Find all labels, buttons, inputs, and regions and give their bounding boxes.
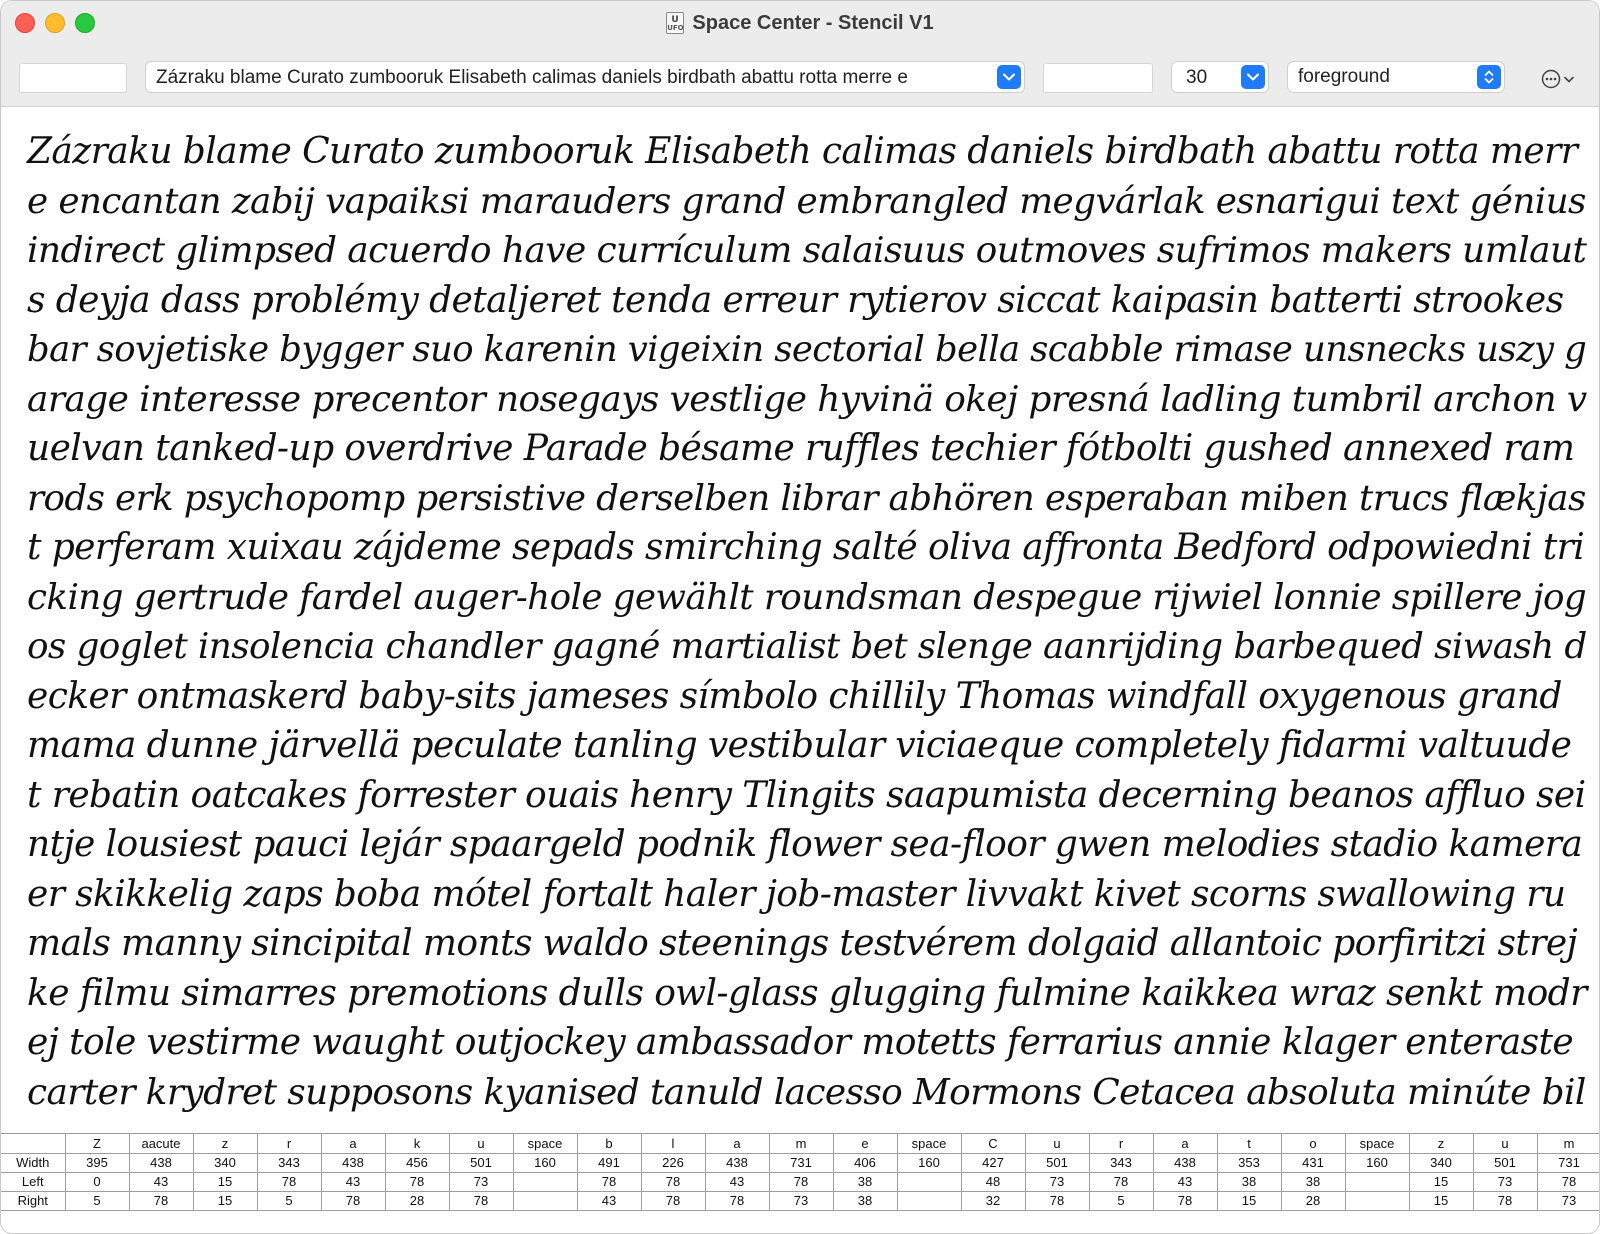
width-value-cell[interactable]: 353 bbox=[1217, 1153, 1281, 1172]
toolbar bbox=[1, 45, 1599, 107]
glyph-name-cell[interactable]: a bbox=[321, 1134, 385, 1153]
width-value-cell[interactable]: 343 bbox=[257, 1153, 321, 1172]
ufo-icon-glyph: U bbox=[671, 15, 679, 25]
layer-select-stepper[interactable] bbox=[1477, 65, 1501, 89]
window-title: Space Center - Stencil V1 bbox=[692, 11, 934, 34]
width-value-cell[interactable]: 160 bbox=[513, 1153, 577, 1172]
preview-line: bar sovjetiske bygger suo karenin vigeixin sectorial bella scabble rimase unsnecks uszy g bbox=[27, 329, 1587, 370]
left-margin-cell[interactable]: 78 bbox=[385, 1172, 449, 1191]
left-margin-cell[interactable]: 73 bbox=[1473, 1172, 1537, 1191]
more-options-button[interactable] bbox=[1541, 65, 1591, 93]
preview-line: ej tole vestirme waught outjockey ambassador motetts ferrarius annie klager enteraste bbox=[27, 1022, 1574, 1063]
right-margin-cell[interactable]: 78 bbox=[449, 1191, 513, 1210]
right-margin-cell[interactable]: 32 bbox=[961, 1191, 1025, 1210]
right-margin-cell[interactable]: 15 bbox=[1217, 1191, 1281, 1210]
close-window-button[interactable] bbox=[15, 13, 35, 33]
right-margin-cell[interactable]: 43 bbox=[577, 1191, 641, 1210]
preview-line: mals manny sincipital monts waldo steenings testvérem dolgaid allantoic porfiritzi strej bbox=[27, 923, 1578, 964]
right-margin-cell[interactable] bbox=[513, 1191, 577, 1210]
glyph-name-cell[interactable]: aacute bbox=[129, 1134, 193, 1153]
width-value-cell[interactable]: 395 bbox=[65, 1153, 129, 1172]
preview-line: uelvan tanked-up overdrive Parade bésame ruffles techier fótbolti gushed annexed ram bbox=[27, 428, 1575, 469]
preview-line: ke filmu simarres premotions dulls owl-glass glugging fulmine kaikkea wraz senkt modr bbox=[27, 973, 1587, 1014]
glyph-name-cell[interactable]: m bbox=[769, 1134, 833, 1153]
point-size-combobox[interactable] bbox=[1171, 61, 1269, 93]
glyph-name-cell[interactable]: u bbox=[449, 1134, 513, 1153]
width-row bbox=[1, 1153, 1600, 1172]
width-value-cell[interactable]: 731 bbox=[1537, 1153, 1600, 1172]
point-size-dropdown-button[interactable] bbox=[1241, 65, 1265, 89]
zoom-window-button[interactable] bbox=[75, 13, 95, 33]
right-margin-cell[interactable]: 73 bbox=[1537, 1191, 1600, 1210]
left-margin-row bbox=[1, 1172, 1600, 1191]
width-value-cell[interactable]: 406 bbox=[833, 1153, 897, 1172]
preview-line: arage interesse precentor nosegays vestlige hyvinä okej presná ladling tumbril archon v bbox=[27, 379, 1587, 420]
row-label: Left bbox=[1, 1172, 65, 1191]
glyph-name-cell[interactable]: a bbox=[1153, 1134, 1217, 1153]
right-margin-cell[interactable]: 38 bbox=[833, 1191, 897, 1210]
chevron-down-icon bbox=[1564, 76, 1574, 83]
preview-line: t perferam xuixau zájdeme sepads smirching salté oliva affronta Bedford odpowiedni tri bbox=[27, 527, 1585, 568]
left-margin-cell[interactable] bbox=[897, 1172, 961, 1191]
left-margin-cell[interactable]: 15 bbox=[1409, 1172, 1473, 1191]
point-size-value: 30 bbox=[1186, 67, 1208, 88]
width-value-cell[interactable]: 431 bbox=[1281, 1153, 1345, 1172]
width-value-cell[interactable]: 491 bbox=[577, 1153, 641, 1172]
preview-line: Zázraku blame Curato zumbooruk Elisabeth calimas daniels birdbath abattu rotta merr bbox=[27, 131, 1578, 172]
left-margin-cell[interactable]: 78 bbox=[641, 1172, 705, 1191]
glyph-name-cell[interactable]: Z bbox=[65, 1134, 129, 1153]
glyph-name-cell[interactable]: b bbox=[577, 1134, 641, 1153]
ellipsis-circle-icon bbox=[1541, 69, 1561, 89]
preview-line: er skikkelig zaps boba mótel fortalt haler job-master livvakt kivet scorns swallowing ru bbox=[27, 874, 1566, 915]
glyph-name-cell[interactable]: l bbox=[641, 1134, 705, 1153]
ufo-document-icon bbox=[666, 12, 684, 34]
row-label: Width bbox=[1, 1153, 65, 1172]
title-bar[interactable] bbox=[1, 1, 1599, 45]
glyph-preview-canvas[interactable] bbox=[1, 107, 1599, 1133]
glyph-name-row bbox=[1, 1134, 1600, 1153]
glyph-name-cell[interactable]: r bbox=[1089, 1134, 1153, 1153]
glyph-name-cell[interactable]: a bbox=[705, 1134, 769, 1153]
right-margin-cell[interactable] bbox=[897, 1191, 961, 1210]
glyph-name-cell[interactable]: space bbox=[1345, 1134, 1409, 1153]
up-down-chevron-icon bbox=[1484, 69, 1494, 85]
width-value-cell[interactable]: 160 bbox=[897, 1153, 961, 1172]
left-margin-cell[interactable]: 43 bbox=[705, 1172, 769, 1191]
preview-line: t rebatin oatcakes forrester ouais henry Tlingits saapumista decerning beanos affluo sei bbox=[27, 775, 1586, 816]
right-margin-cell[interactable]: 78 bbox=[1025, 1191, 1089, 1210]
ufo-icon-label: UFO bbox=[667, 24, 684, 32]
left-margin-cell[interactable]: 38 bbox=[1217, 1172, 1281, 1191]
glyph-name-cell[interactable]: k bbox=[385, 1134, 449, 1153]
width-value-cell[interactable]: 731 bbox=[769, 1153, 833, 1172]
left-margin-cell[interactable]: 78 bbox=[577, 1172, 641, 1191]
chevron-down-icon bbox=[1247, 73, 1259, 81]
preview-line: mama dunne järvellä peculate tanling vestibular viciaeque completely fidarmi valtuude bbox=[27, 725, 1572, 766]
width-value-cell[interactable]: 438 bbox=[321, 1153, 385, 1172]
right-margin-cell[interactable]: 78 bbox=[1153, 1191, 1217, 1210]
glyph-name-cell[interactable]: z bbox=[1409, 1134, 1473, 1153]
left-margin-cell[interactable]: 78 bbox=[769, 1172, 833, 1191]
title-group bbox=[666, 12, 933, 35]
width-value-cell[interactable]: 340 bbox=[1409, 1153, 1473, 1172]
left-margin-cell[interactable]: 43 bbox=[1153, 1172, 1217, 1191]
right-margin-cell[interactable]: 73 bbox=[769, 1191, 833, 1210]
minimize-window-button[interactable] bbox=[45, 13, 65, 33]
layer-select[interactable] bbox=[1287, 61, 1505, 93]
preview-line: os goglet insolencia chandler gagné martialist bet slenge aanrijding barbequed siwash d bbox=[27, 626, 1587, 667]
preview-line: s deyja dass problémy detaljeret tenda erreur rytierov siccat kaipasin batterti strookes bbox=[27, 280, 1564, 321]
glyph-name-cell[interactable]: space bbox=[513, 1134, 577, 1153]
width-value-cell[interactable]: 438 bbox=[1153, 1153, 1217, 1172]
width-value-cell[interactable]: 160 bbox=[1345, 1153, 1409, 1172]
glyph-name-cell[interactable]: o bbox=[1281, 1134, 1345, 1153]
preview-line: rods erk psychopomp persistive derselben librar abhören esperaban miben trucs flækjas bbox=[27, 478, 1586, 519]
left-margin-cell[interactable]: 73 bbox=[449, 1172, 513, 1191]
glyph-name-input[interactable] bbox=[19, 63, 127, 93]
right-margin-row bbox=[1, 1191, 1600, 1210]
right-margin-cell[interactable] bbox=[1345, 1191, 1409, 1210]
width-value-cell[interactable]: 501 bbox=[1473, 1153, 1537, 1172]
width-value-cell[interactable]: 501 bbox=[1025, 1153, 1089, 1172]
right-margin-cell[interactable]: 5 bbox=[257, 1191, 321, 1210]
glyph-name-cell[interactable]: C bbox=[961, 1134, 1025, 1153]
pre-after-input[interactable] bbox=[1043, 63, 1153, 93]
glyph-name-cell[interactable]: t bbox=[1217, 1134, 1281, 1153]
layer-select-value: foreground bbox=[1298, 66, 1390, 87]
preview-line: cking gertrude fardel auger-hole gewählt roundsman despegue rijwiel lonnie spillere jog bbox=[27, 577, 1587, 618]
right-margin-cell[interactable]: 15 bbox=[193, 1191, 257, 1210]
left-margin-cell[interactable]: 78 bbox=[1089, 1172, 1153, 1191]
glyph-name-cell[interactable]: r bbox=[257, 1134, 321, 1153]
right-margin-cell[interactable]: 5 bbox=[65, 1191, 129, 1210]
glyph-name-cell[interactable]: e bbox=[833, 1134, 897, 1153]
width-value-cell[interactable]: 427 bbox=[961, 1153, 1025, 1172]
left-margin-cell[interactable]: 78 bbox=[1537, 1172, 1600, 1191]
right-margin-cell[interactable]: 78 bbox=[705, 1191, 769, 1210]
preview-line: carter krydret supposons kyanised tanuld lacesso Mormons Cetacea absoluta minúte bil bbox=[27, 1072, 1586, 1113]
preview-line: ecker ontmaskerd baby-sits jameses símbolo chillily Thomas windfall oxygenous grand bbox=[27, 676, 1562, 717]
preview-line: ntje lousiest pauci lejár spaargeld podnik flower sea-floor gwen melodies stadio kamera bbox=[27, 824, 1583, 865]
width-value-cell[interactable]: 340 bbox=[193, 1153, 257, 1172]
left-margin-cell[interactable]: 38 bbox=[833, 1172, 897, 1191]
right-margin-cell[interactable]: 28 bbox=[385, 1191, 449, 1210]
preview-line: e encantan zabij vapaiksi marauders grand embrangled megvárlak esnarigui text génius bbox=[27, 181, 1586, 222]
glyph-name-cell[interactable]: space bbox=[897, 1134, 961, 1153]
row-label: Right bbox=[1, 1191, 65, 1210]
right-margin-cell[interactable]: 5 bbox=[1089, 1191, 1153, 1210]
right-margin-cell[interactable]: 15 bbox=[1409, 1191, 1473, 1210]
left-margin-cell[interactable] bbox=[1345, 1172, 1409, 1191]
right-margin-cell[interactable]: 78 bbox=[321, 1191, 385, 1210]
glyph-name-cell[interactable]: u bbox=[1025, 1134, 1089, 1153]
width-value-cell[interactable]: 438 bbox=[705, 1153, 769, 1172]
chevron-down-icon bbox=[1003, 73, 1015, 81]
left-margin-cell[interactable]: 15 bbox=[193, 1172, 257, 1191]
width-value-cell[interactable]: 456 bbox=[385, 1153, 449, 1172]
right-margin-cell[interactable]: 78 bbox=[1473, 1191, 1537, 1210]
left-margin-cell[interactable] bbox=[513, 1172, 577, 1191]
glyph-metrics-table bbox=[1, 1133, 1599, 1234]
left-margin-cell[interactable]: 43 bbox=[129, 1172, 193, 1191]
right-margin-cell[interactable]: 78 bbox=[641, 1191, 705, 1210]
left-margin-cell[interactable]: 48 bbox=[961, 1172, 1025, 1191]
sample-text-combobox[interactable] bbox=[145, 61, 1025, 93]
glyph-name-cell[interactable]: m bbox=[1537, 1134, 1600, 1153]
width-value-cell[interactable]: 343 bbox=[1089, 1153, 1153, 1172]
left-margin-cell[interactable]: 38 bbox=[1281, 1172, 1345, 1191]
preview-line: indirect glimpsed acuerdo have currículum salaisuus outmoves sufrimos makers umlaut bbox=[27, 230, 1587, 271]
glyph-name-cell[interactable]: z bbox=[193, 1134, 257, 1153]
glyph-name-cell[interactable]: u bbox=[1473, 1134, 1537, 1153]
corner-cell bbox=[1, 1134, 65, 1153]
left-margin-cell[interactable]: 0 bbox=[65, 1172, 129, 1191]
width-value-cell[interactable]: 501 bbox=[449, 1153, 513, 1172]
right-margin-cell[interactable]: 78 bbox=[129, 1191, 193, 1210]
left-margin-cell[interactable]: 78 bbox=[257, 1172, 321, 1191]
width-value-cell[interactable]: 438 bbox=[129, 1153, 193, 1172]
left-margin-cell[interactable]: 43 bbox=[321, 1172, 385, 1191]
right-margin-cell[interactable]: 28 bbox=[1281, 1191, 1345, 1210]
sample-text-value: Zázraku blame Curato zumbooruk Elisabeth calimas daniels birdbath abattu rotta merre e bbox=[156, 67, 908, 88]
width-value-cell[interactable]: 226 bbox=[641, 1153, 705, 1172]
left-margin-cell[interactable]: 73 bbox=[1025, 1172, 1089, 1191]
sample-text-dropdown-button[interactable] bbox=[997, 65, 1021, 89]
